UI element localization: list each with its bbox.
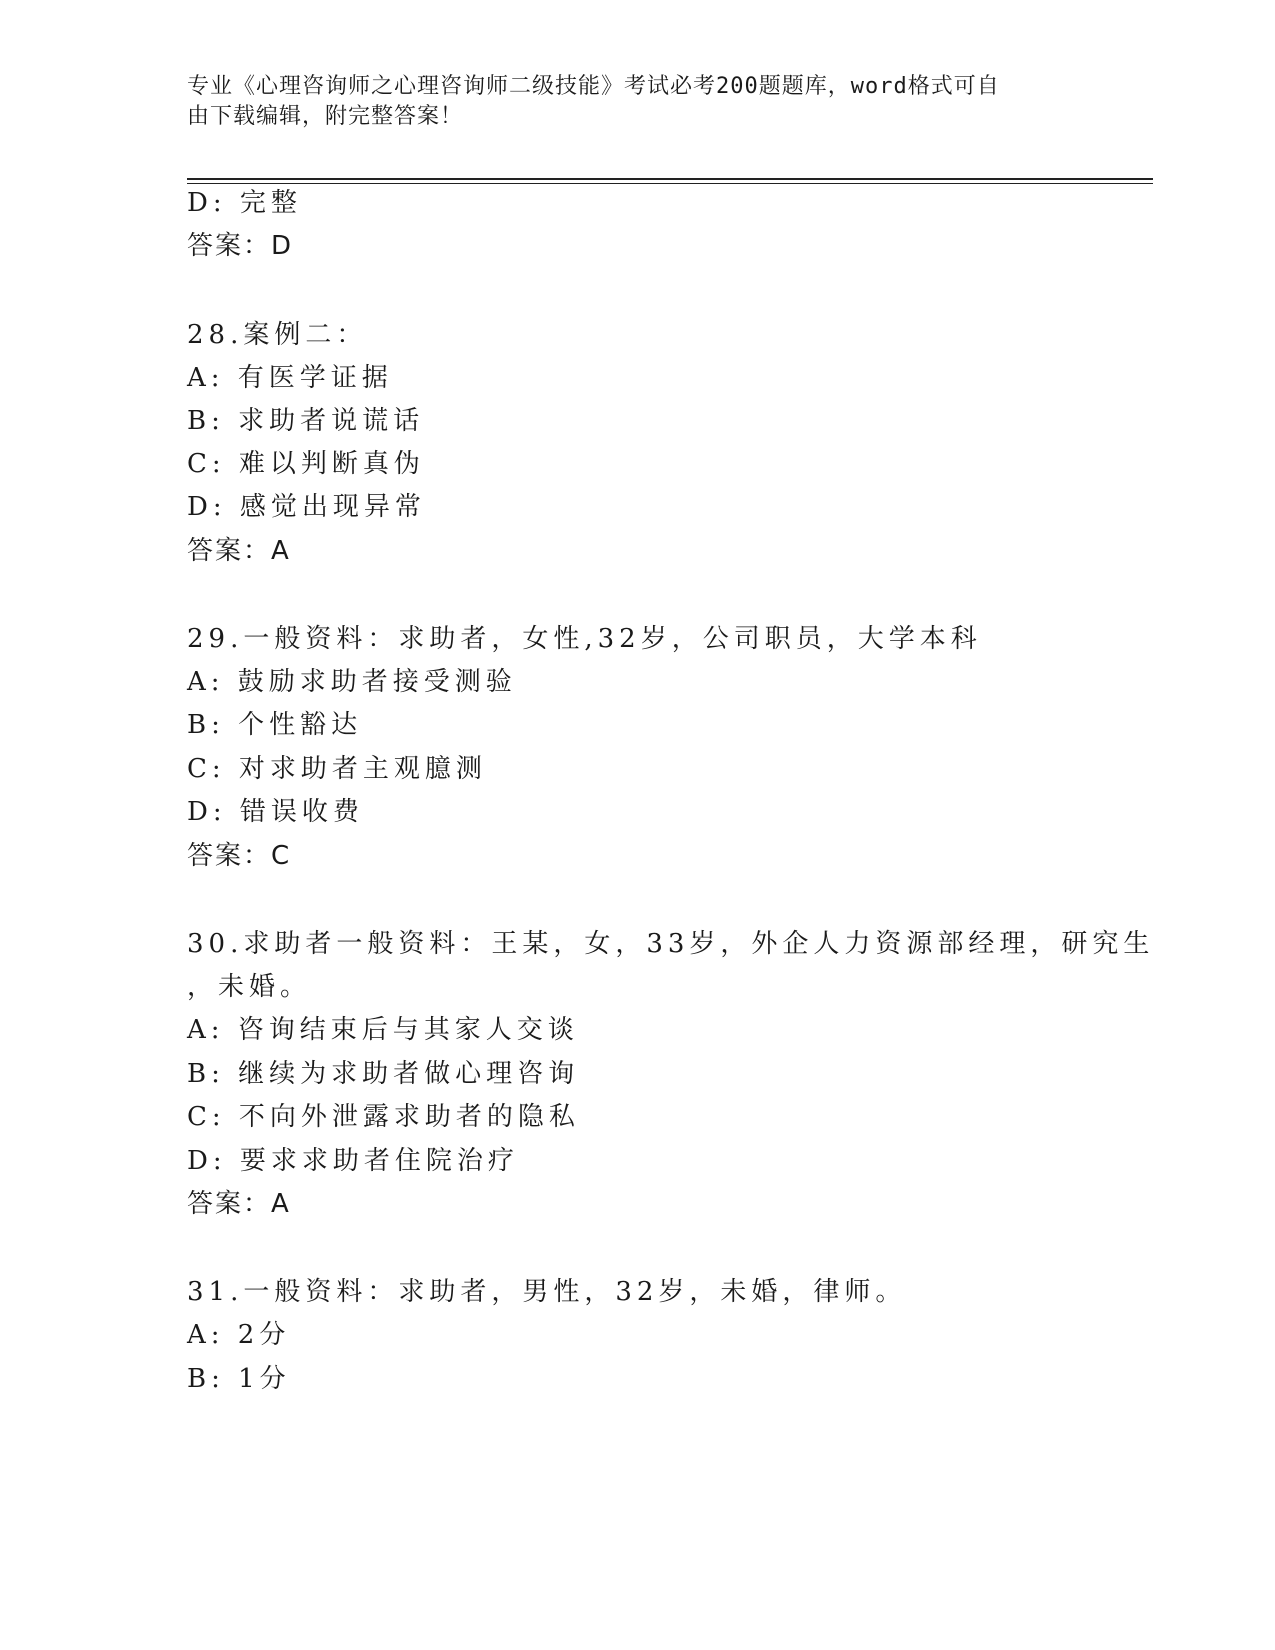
question-title: 31.一般资料：求助者，男性，32岁，未婚，律师。 <box>187 1277 907 1307</box>
option-c: C: 对求助者主观臆测 <box>187 754 487 784</box>
answer: 答案：A <box>187 1189 291 1219</box>
option-c: C: 难以判断真伪 <box>187 449 425 479</box>
document-header <box>187 72 1087 132</box>
question-title-continued: ，未婚。 <box>187 972 312 1002</box>
option-d: D: 错误收费 <box>187 797 364 827</box>
option-b: B: 求助者说谎话 <box>187 406 425 436</box>
question-title: 28.案例二： <box>187 320 368 350</box>
option-a: A: 鼓励求助者接受测验 <box>187 667 517 697</box>
option-d: D: 感觉出现异常 <box>187 492 426 522</box>
question-title: 30.求助者一般资料：王某，女，33岁，外企人力资源部经理，研究生 <box>187 929 1155 959</box>
option-d: D: 要求求助者住院治疗 <box>187 1146 519 1176</box>
option-a: A: 有医学证据 <box>187 363 393 393</box>
header-line-1: 专业《心理咨询师之心理咨询师二级技能》考试必考200题题库，word格式可自 <box>187 74 1000 99</box>
option-d: D: 完整 <box>187 188 302 218</box>
answer: 答案：C <box>187 841 292 871</box>
option-b: B: 个性豁达 <box>187 710 363 740</box>
answer: 答案：D <box>187 231 294 261</box>
header-divider-thin <box>187 183 1153 184</box>
question-title: 29.一般资料：求助者，女性,32岁，公司职员，大学本科 <box>187 624 982 654</box>
option-c: C: 不向外泄露求助者的隐私 <box>187 1102 580 1132</box>
option-a: A: 咨询结束后与其家人交谈 <box>187 1015 579 1045</box>
option-a: A: 2分 <box>187 1320 291 1350</box>
answer: 答案：A <box>187 536 291 566</box>
header-divider-thick <box>187 178 1153 180</box>
option-b: B: 1分 <box>187 1364 291 1394</box>
option-b: B: 继续为求助者做心理咨询 <box>187 1059 580 1089</box>
header-line-2: 由下载编辑，附完整答案！ <box>187 104 464 129</box>
